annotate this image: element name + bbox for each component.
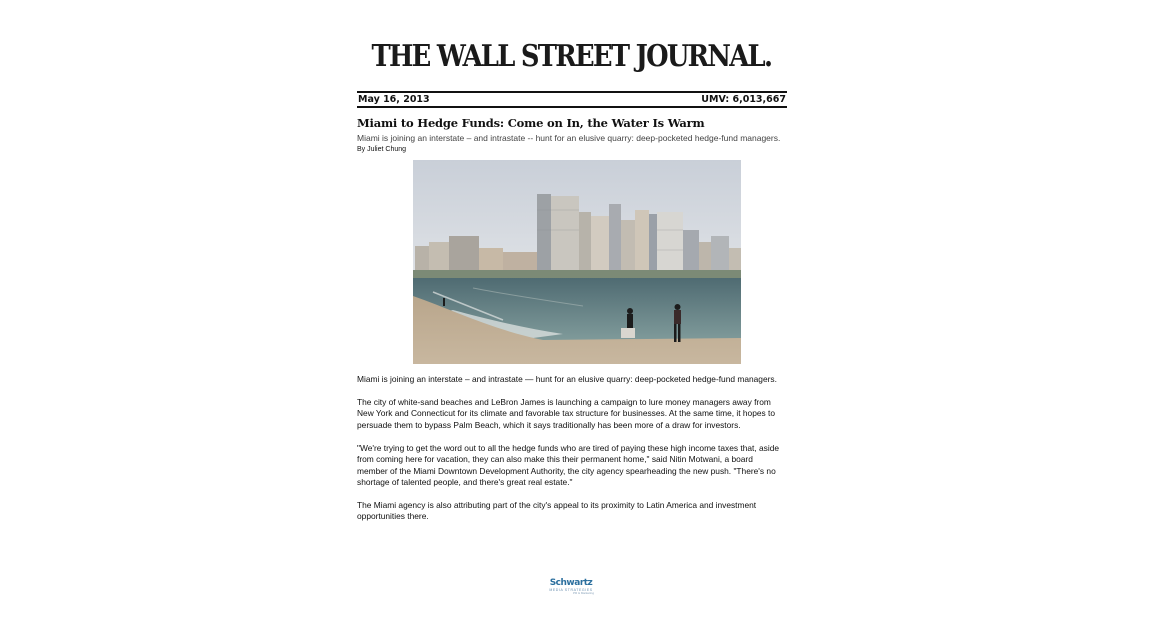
article-photo	[413, 160, 741, 364]
paragraph-2: The city of white-sand beaches and LeBron James is launching a campaign to lure money managers away from New York and Connecticut for its climate and favorable tax structure for businesses. At the same time, it hopes to persuade them to bypass Palm Beach, which it says traditionally has been more of a draw for investors.	[357, 397, 776, 430]
article-byline: By Juliet Chung	[357, 146, 407, 153]
schwartz-logo	[548, 578, 594, 596]
umv-count: UMV: 6,013,667	[701, 94, 786, 105]
paragraph-1: Miami is joining an interstate – and intrastate — hunt for an elusive quarry: deep-pocketed hedge-fund managers.	[357, 374, 777, 384]
logo-wordmark: Schwartz	[549, 578, 593, 588]
article-subhead: Miami is joining an interstate – and intrastate -- hunt for an elusive quarry: deep-pocketed hedge-fund managers.	[357, 133, 781, 143]
logo-tagline: MEDIA STRATEGIES	[549, 588, 593, 592]
paragraph-3: "We're trying to get the word out to all the hedge funds who are tired of paying these high income taxes that, aside from coming here for vacation, they can also make this their permanent home," said Nitin Motwani, a board member of the Miami Downtown Development Authority, the city agency spearheading the new push. "There's no shortage of talented people, and there's great real estate."	[357, 442, 780, 488]
article-body	[357, 374, 785, 534]
article-headline: Miami to Hedge Funds: Come on In, the Water Is Warm	[357, 116, 705, 130]
publish-date: May 16, 2013	[358, 94, 430, 105]
logo-subtagline: PR & Marketing	[572, 591, 594, 595]
masthead-title: THE WALL STREET JOURNAL.	[371, 38, 771, 74]
dateline-bar	[357, 91, 787, 108]
masthead	[357, 38, 785, 74]
paragraph-4: The Miami agency is also attributing part of the city's appeal to its proximity to Latin America and investment opportunities there.	[357, 500, 757, 522]
beach-skyline-image	[413, 160, 741, 364]
